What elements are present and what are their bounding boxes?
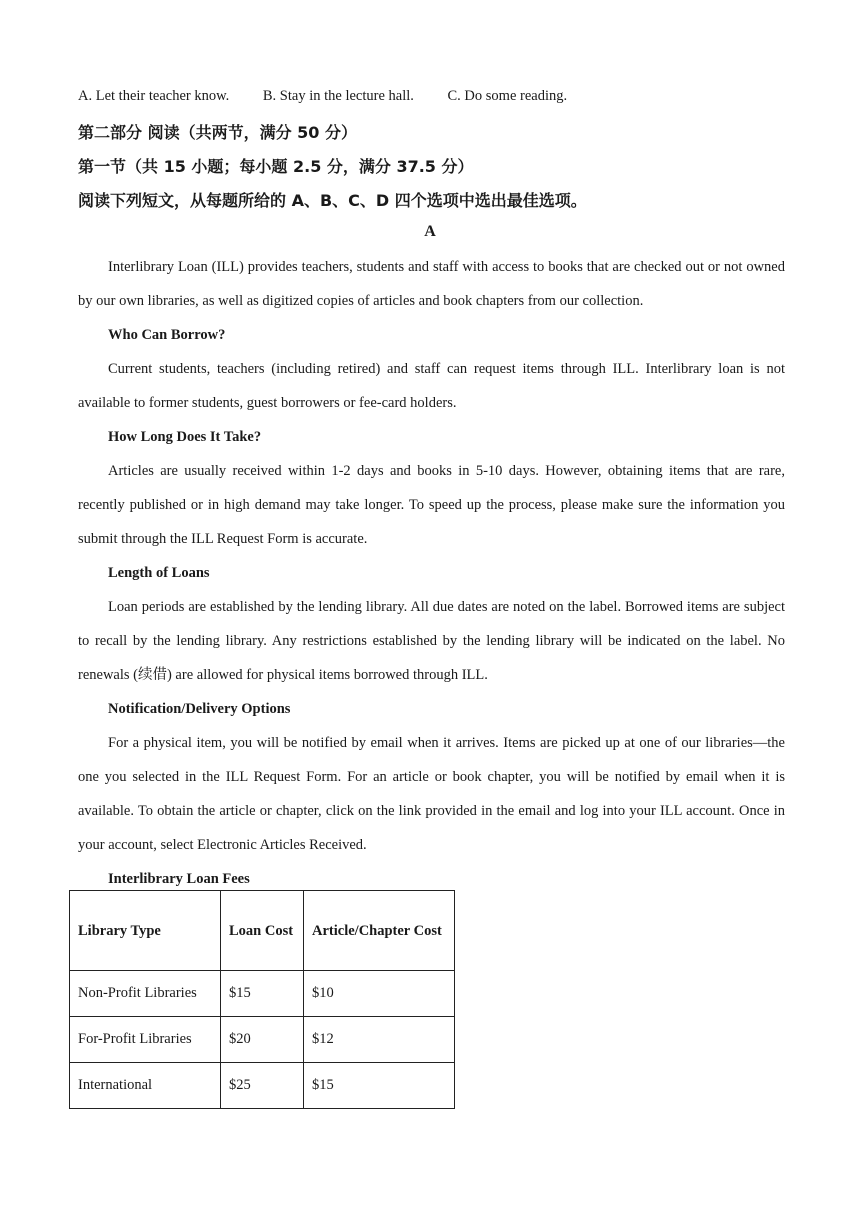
header-article-cost: Article/Chapter Cost — [304, 891, 455, 971]
table-row — [70, 971, 455, 1017]
paragraph-who-can-borrow: Current students, teachers (including retired) and staff can request items through ILL. Interlibrary loan is not available to former students, guest borrowers or fee-card holders. — [78, 361, 785, 411]
header-loan-cost: Loan Cost — [221, 891, 304, 971]
cell-loan-cost: $20 — [221, 1017, 304, 1063]
cell-library-type: For-Profit Libraries — [70, 1017, 221, 1063]
paragraph-how-long: Articles are usually received within 1-2 days and books in 5-10 days. However, obtaining items that are rare, recently published or in high demand may take longer. To speed up the process, please make sure the information you submit through the ILL Request Form is accurate. — [78, 463, 785, 547]
subheading-how-long: How Long Does It Take? — [108, 429, 262, 445]
option-c: C. Do some reading. — [447, 88, 568, 104]
paragraph-notification: For a physical item, you will be notified by email when it arrives. Items are picked up at one of our libraries—the one you selected in the ILL Request Form. For an article or book chapter, you will be notified by email when it is available. To obtain the article or chapter, click on the link provided in the email and log into your ILL account. Once in your account, select Electronic Articles Received. — [78, 735, 785, 853]
answer-options — [78, 88, 567, 105]
option-b: B. Stay in the lecture hall. — [262, 88, 414, 104]
subheading-length-of-loans: Length of Loans — [108, 565, 210, 581]
fees-table — [69, 890, 455, 1109]
table-row — [70, 1017, 455, 1063]
header-library-type: Library Type — [70, 891, 221, 971]
instruction-heading: 阅读下列短文，从每题所给的 A、B、C、D 四个选项中选出最佳选项。 — [78, 191, 587, 210]
cell-article-cost: $15 — [304, 1063, 455, 1109]
cell-loan-cost: $15 — [221, 971, 304, 1017]
table-row — [70, 1063, 455, 1109]
cell-article-cost: $12 — [304, 1017, 455, 1063]
section-heading: 第一节（共 15 小题；每小题 2.5 分，满分 37.5 分） — [78, 157, 474, 176]
passage-label: A — [424, 223, 436, 240]
option-a: A. Let their teacher know. — [78, 88, 230, 104]
cell-article-cost: $10 — [304, 971, 455, 1017]
part-heading: 第二部分 阅读（共两节，满分 50 分） — [78, 123, 357, 142]
intro-paragraph: Interlibrary Loan (ILL) provides teachers, students and staff with access to books that are checked out or not owned by our own libraries, as well as digitized copies of articles and book chapters from our collection. — [78, 259, 785, 309]
cell-library-type: International — [70, 1063, 221, 1109]
table-header-row — [70, 891, 455, 971]
subheading-notification: Notification/Delivery Options — [108, 701, 291, 717]
fees-title: Interlibrary Loan Fees — [108, 871, 250, 887]
cell-library-type: Non-Profit Libraries — [70, 971, 221, 1017]
paragraph-length-of-loans: Loan periods are established by the lending library. All due dates are noted on the label. Borrowed items are subject to recall by the lending library. Any restrictions established by the lending library will be indicated on the label. No renewals (续借) are allowed for physical items borrowed through ILL. — [78, 599, 785, 683]
passage-body — [78, 250, 785, 896]
cell-loan-cost: $25 — [221, 1063, 304, 1109]
subheading-who-can-borrow: Who Can Borrow? — [108, 327, 226, 343]
